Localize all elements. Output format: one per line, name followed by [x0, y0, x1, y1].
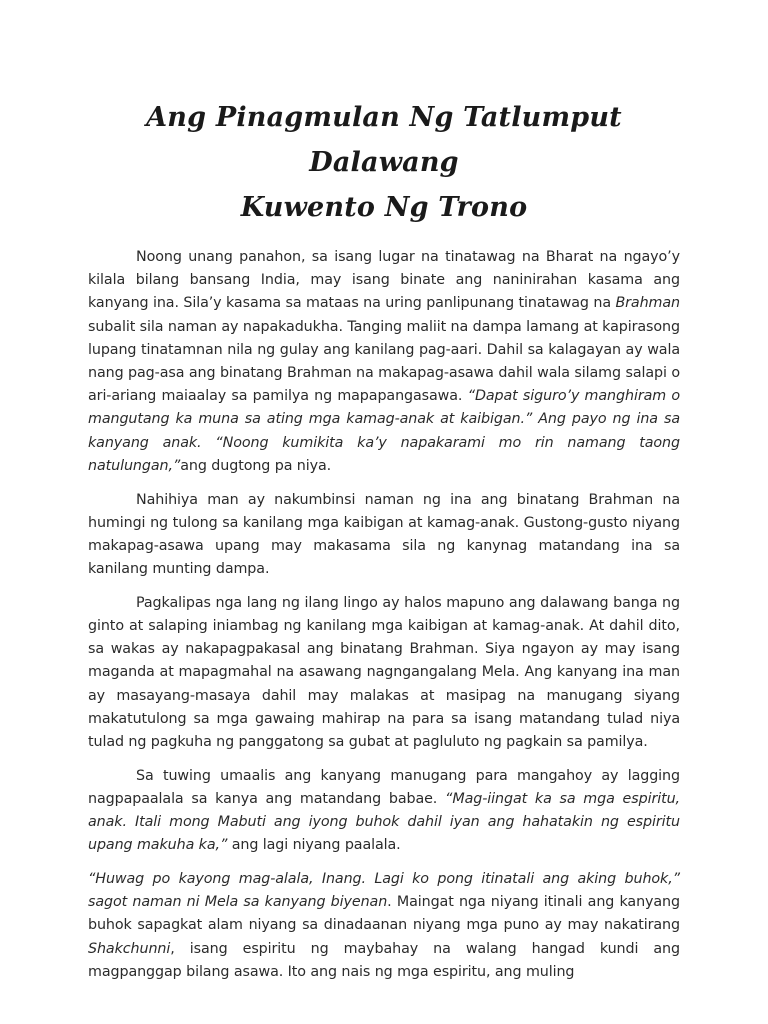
paragraph-1-text: Noong unang panahon, sa isang lugar na tinatawag na Bharat na ngayo’y kilala bilang bansang India, may isang binate ang naninirahan kasama ang kanyang ina. Sila’y kasama sa mataas na uring panlipunang tinatawag na — [88, 249, 680, 312]
paragraph-2 — [88, 489, 680, 582]
paragraph-1-quote: “Dapat siguro’y manghiram o mangutang ka muna sa ating mga kamag-anak at kaibigan.” Ang payo ng ina sa kanyang anak. “Noong kumikita ka’y napakarami mo rin namang taong natulungan,” — [88, 388, 680, 474]
paragraph-5 — [88, 868, 680, 984]
paragraph-4-text: Sa tuwing umaalis ang kanyang manugang para mangahoy ay lagging nagpapaalala sa kanya ang matandang babae. — [88, 767, 680, 807]
title-line-2: Kuwento Ng Trono — [240, 192, 528, 223]
paragraph-4 — [88, 765, 680, 858]
paragraph-4-quote: “Mag-iingat ka sa mga espiritu, anak. Itali mong Mabuti ang iyong buhok dahil iyan ang hahatakin ng espiritu upang makuha ka,” — [88, 790, 681, 854]
paragraph-1-text: ang dugtong pa niya. — [180, 457, 332, 474]
document-page — [88, 0, 680, 995]
paragraph-1-text: subalit sila naman ay napakadukha. Tanging maliit na dampa lamang at kapirasong lupang tinatamnan nila ng gulay ang kanilang pag-aari. Dahil sa kalagayan ay wala nang pag-asa ang binatang Brahman na makapag-asawa dahil wala silamg salapi o ari-ariang maiaalay sa pamilya ng mapapangasawa. — [88, 318, 680, 405]
paragraph-5-italic: Shakchunni — [88, 940, 171, 957]
paragraph-2-text: Nahihiya man ay nakumbinsi naman ng ina ang binatang Brahman na humingi ng tulong sa kanilang mga kaibigan at kamag-anak. Gustong-gusto niyang makapag-asawa upang may makasama sila ng kanynag matandang ina sa kanilang munting dampa. — [88, 491, 680, 578]
paragraph-5-quote: “Huwag po kayong mag-alala, Inang. Lagi ko pong itinatali ang aking buhok,” sagot naman ni Mela sa kanyang biyenan — [88, 871, 680, 911]
paragraph-4-text: ang lagi niyang paalala. — [227, 837, 401, 854]
document-body — [88, 246, 680, 984]
paragraph-1 — [88, 246, 680, 478]
paragraph-3 — [88, 592, 680, 754]
paragraph-3-text: Pagkalipas nga lang ng ilang lingo ay halos mapuno ang dalawang banga ng ginto at salaping iniambag ng kanilang mga kaibigan at kamag-anak. At dahil dito, sa wakas ay nakapagpakasal ang binatang Brahman. Siya ngayon ay may isang maganda at mapagmahal na asawang nagngangalang Mela. Ang kanyang ina man ay masayang-masaya dahil may malakas at masipag na manugang siyang makatutulong sa mga gawaing mahirap na para sa isang matandang tulad niya tulad ng pagkuha ng panggatong sa gubat at pagluluto ng pagkain sa pamilya. — [88, 594, 680, 751]
title-line-1: Ang Pinagmulan Ng Tatlumput Dalawang — [146, 102, 622, 178]
paragraph-5-text: . Maingat nga niyang itinali ang kanyang buhok sapagkat alam niyang sa dinadaanan niyang mga puno ay may nakatirang — [88, 894, 680, 934]
paragraph-5-text: , isang espiritu ng maybahay na walang hangad kundi ang magpanggap bilang asawa. Ito ang nais ng mga espiritu, ang muling — [88, 940, 680, 980]
paragraph-1-italic: Brahman — [615, 295, 680, 312]
document-title — [88, 95, 680, 230]
